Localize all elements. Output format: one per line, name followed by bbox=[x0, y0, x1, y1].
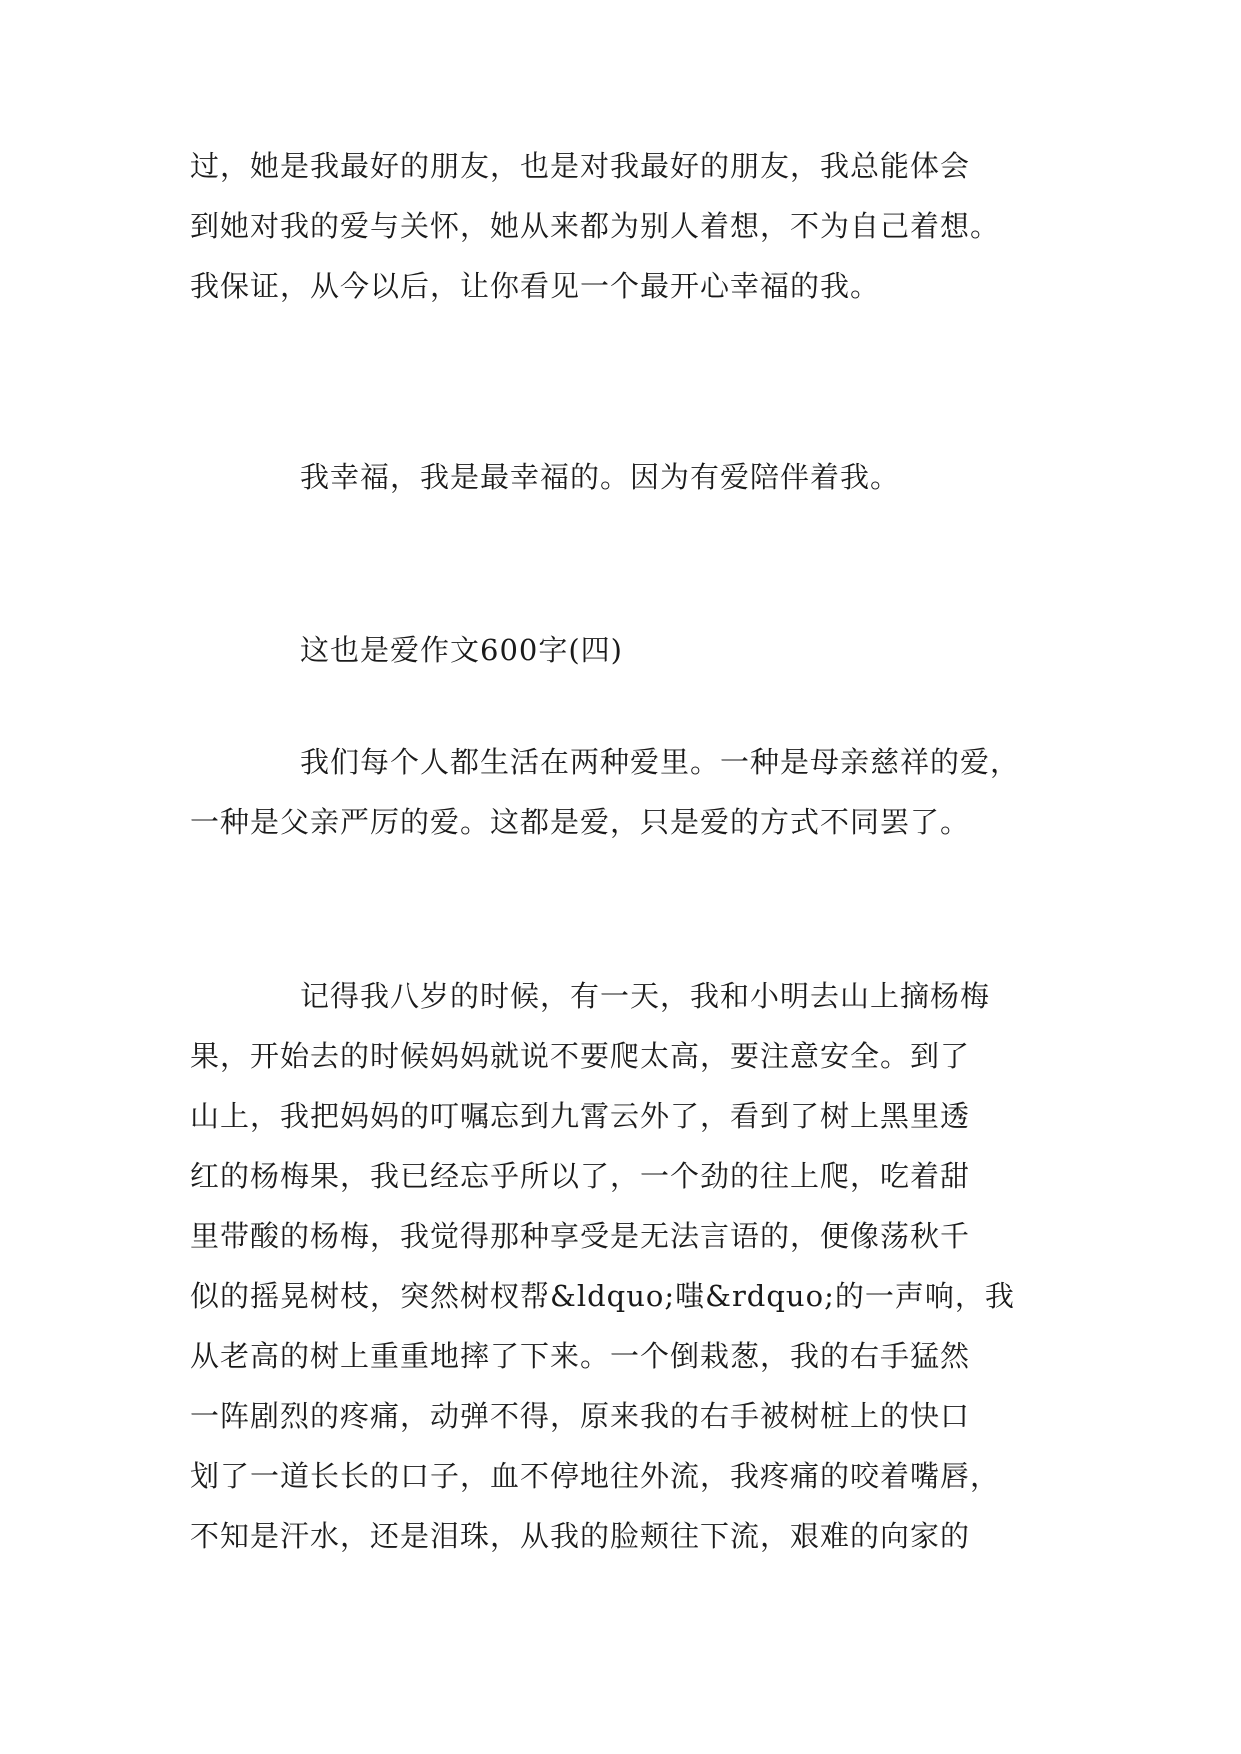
text-line: 我保证，从今以后，让你看见一个最开心幸福的我。 bbox=[190, 269, 881, 303]
text-line: 从老高的树上重重地摔了下来。一个倒栽葱，我的右手猛然 bbox=[190, 1339, 971, 1373]
text-line: 划了一道长长的口子，血不停地往外流，我疼痛的咬着嘴唇， bbox=[190, 1459, 1001, 1493]
paragraph-happiness bbox=[190, 447, 1070, 507]
paragraph-bayberry-story bbox=[190, 966, 1070, 1566]
heading-text: 这也是爱作文600字(四) bbox=[300, 633, 623, 667]
paragraph-friend-ending bbox=[190, 136, 1070, 316]
text-line: 似的摇晃树枝，突然树杈帮&ldquo;嗤&rdquo;的一声响，我 bbox=[190, 1279, 1015, 1313]
text-line: 果，开始去的时候妈妈就说不要爬太高，要注意安全。到了 bbox=[190, 1039, 971, 1073]
paragraph-two-loves bbox=[190, 732, 1070, 852]
text-line: 到她对我的爱与关怀，她从来都为别人着想，不为自己着想。 bbox=[190, 209, 1001, 243]
text-line: 我们每个人都生活在两种爱里。一种是母亲慈祥的爱， bbox=[300, 745, 1021, 779]
section-heading bbox=[190, 620, 1070, 680]
text-line: 里带酸的杨梅，我觉得那种享受是无法言语的，便像荡秋千 bbox=[190, 1219, 971, 1253]
text-line: 我幸福，我是最幸福的。因为有爱陪伴着我。 bbox=[300, 460, 901, 494]
text-line: 过，她是我最好的朋友，也是对我最好的朋友，我总能体会 bbox=[190, 149, 971, 183]
text-line: 一阵剧烈的疼痛，动弹不得，原来我的右手被树桩上的快口 bbox=[190, 1399, 971, 1433]
text-line: 不知是汗水，还是泪珠，从我的脸颊往下流，艰难的向家的 bbox=[190, 1519, 971, 1553]
text-line: 一种是父亲严厉的爱。这都是爱，只是爱的方式不同罢了。 bbox=[190, 805, 971, 839]
text-line: 记得我八岁的时候，有一天，我和小明去山上摘杨梅 bbox=[300, 979, 991, 1013]
text-line: 山上，我把妈妈的叮嘱忘到九霄云外了，看到了树上黑里透 bbox=[190, 1099, 971, 1133]
text-line: 红的杨梅果，我已经忘乎所以了，一个劲的往上爬，吃着甜 bbox=[190, 1159, 971, 1193]
